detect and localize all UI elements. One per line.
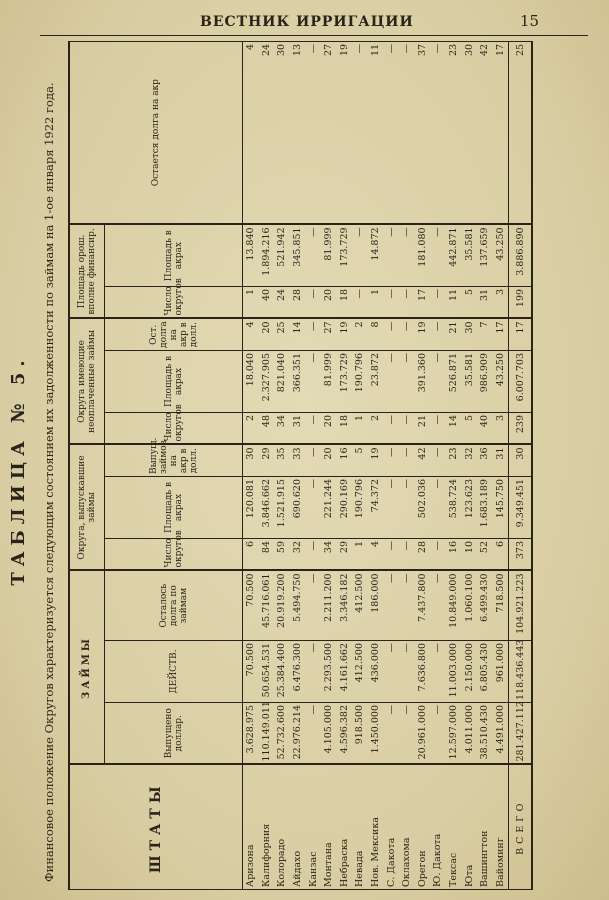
cell-b-area: 190.796 xyxy=(352,350,368,412)
total-c-per: 25 xyxy=(509,41,533,224)
cell-a-area: 3.846.662 xyxy=(259,476,275,538)
total-remaining: 104.921.223 xyxy=(509,570,533,640)
cell-issued: 4.105.000 xyxy=(321,703,337,765)
state-name: Колорадо xyxy=(274,765,290,890)
cell-a-num: 6 xyxy=(493,538,509,570)
page-number: 15 xyxy=(520,12,540,30)
cell-a-num: 16 xyxy=(446,538,462,570)
cell-b-per: 20 xyxy=(259,318,275,350)
cell-b-area: 173.729 xyxy=(337,350,353,412)
cell-b-num: 34 xyxy=(274,412,290,444)
table-description: Финансовое положение Округов характеризуется следующим состоянием их задолженности по займам на 1-ое января 1922 года. xyxy=(42,82,56,882)
cell-b-area: 81.999 xyxy=(321,350,337,412)
cell-c-area: 1.894.216 xyxy=(259,224,275,286)
cell-c-per: 19 xyxy=(337,41,353,224)
cell-b-area: 18.040 xyxy=(243,350,259,412)
cell-c-per: 4 xyxy=(243,41,259,224)
cell-a-area: 1.683.189 xyxy=(477,476,493,538)
cell-c-num: — xyxy=(305,286,321,318)
cell-c-area: — xyxy=(430,224,446,286)
cell-b-per: — xyxy=(399,318,415,350)
cell-issued: — xyxy=(383,703,399,765)
page-header xyxy=(0,0,609,38)
table-caption xyxy=(2,40,72,890)
cell-a-per: — xyxy=(383,444,399,476)
table-row xyxy=(461,41,477,889)
table-title: ТАБЛИЦА № 5. xyxy=(8,354,29,586)
cell-active: — xyxy=(305,641,321,703)
cell-c-area: 442.871 xyxy=(446,224,462,286)
cell-active: 436.000 xyxy=(368,641,384,703)
cell-b-per: 27 xyxy=(321,318,337,350)
total-a-num: 373 xyxy=(509,538,533,570)
table-row xyxy=(337,41,353,889)
state-name: Невада xyxy=(352,765,368,890)
cell-issued: 20.961.000 xyxy=(415,703,431,765)
cell-a-num: 52 xyxy=(477,538,493,570)
cell-active: 25.384.400 xyxy=(274,641,290,703)
cell-c-area: 181.080 xyxy=(415,224,431,286)
cell-issued: 4.011.000 xyxy=(461,703,477,765)
cell-a-per: 31 xyxy=(493,444,509,476)
header-c-area: Площадь в акрах xyxy=(105,224,243,286)
state-name: Аризона xyxy=(243,765,259,890)
total-active: 118.436.443 xyxy=(509,641,533,703)
cell-a-per: 16 xyxy=(337,444,353,476)
header-active: ДЕЙСТВ. xyxy=(105,641,243,703)
cell-b-num: 48 xyxy=(259,412,275,444)
cell-active: 50.654.531 xyxy=(259,641,275,703)
cell-b-per: 30 xyxy=(461,318,477,350)
total-label: ВСЕГО xyxy=(509,765,533,890)
cell-active: 2.293.500 xyxy=(321,641,337,703)
state-name: Ю. Дакота xyxy=(430,765,446,890)
cell-c-area: 345.851 xyxy=(290,224,306,286)
cell-c-per: — xyxy=(305,41,321,224)
cell-active: 7.636.800 xyxy=(415,641,431,703)
cell-a-num: 32 xyxy=(290,538,306,570)
cell-b-area: — xyxy=(399,350,415,412)
table-row xyxy=(274,41,290,889)
cell-c-num: 3 xyxy=(493,286,509,318)
header-group-issuing: Округа, выпускавшие займы xyxy=(69,444,105,570)
total-c-area: 3.886.890 xyxy=(509,224,533,286)
cell-remaining: — xyxy=(430,570,446,640)
state-name: Монтана xyxy=(321,765,337,890)
cell-a-per: 23 xyxy=(446,444,462,476)
cell-issued: — xyxy=(305,703,321,765)
header-b-area: Площадь в акрах xyxy=(105,350,243,412)
cell-remaining: 20.919.200 xyxy=(274,570,290,640)
state-name: Тексас xyxy=(446,765,462,890)
cell-a-area: 690.620 xyxy=(290,476,306,538)
cell-issued: 12.597.000 xyxy=(446,703,462,765)
state-name: С. Дакота xyxy=(383,765,399,890)
table-row xyxy=(368,41,384,889)
cell-issued: 38.510.430 xyxy=(477,703,493,765)
cell-b-area: 821.040 xyxy=(274,350,290,412)
cell-active: — xyxy=(399,641,415,703)
total-a-per: 30 xyxy=(509,444,533,476)
cell-a-area: 221.244 xyxy=(321,476,337,538)
header-states: ШТАТЫ xyxy=(69,765,243,890)
cell-b-num: 40 xyxy=(477,412,493,444)
cell-a-per: — xyxy=(399,444,415,476)
cell-b-area: 986.909 xyxy=(477,350,493,412)
cell-b-area: — xyxy=(430,350,446,412)
cell-c-area: 173.729 xyxy=(337,224,353,286)
cell-c-area: 13.840 xyxy=(243,224,259,286)
cell-b-num: 1 xyxy=(352,412,368,444)
cell-b-per: 21 xyxy=(446,318,462,350)
cell-b-area: 391.360 xyxy=(415,350,431,412)
cell-c-area: — xyxy=(352,224,368,286)
total-b-per: 17 xyxy=(509,318,533,350)
cell-a-area: 145.750 xyxy=(493,476,509,538)
cell-b-per: — xyxy=(383,318,399,350)
cell-b-per: 17 xyxy=(493,318,509,350)
cell-b-num: 2 xyxy=(243,412,259,444)
cell-c-per: — xyxy=(352,41,368,224)
cell-active: — xyxy=(383,641,399,703)
cell-c-num: — xyxy=(430,286,446,318)
cell-c-per: — xyxy=(399,41,415,224)
state-name: Айдахо xyxy=(290,765,306,890)
cell-b-num: — xyxy=(430,412,446,444)
cell-active: 4.161.662 xyxy=(337,641,353,703)
cell-active: 11.003.000 xyxy=(446,641,462,703)
cell-c-num: — xyxy=(399,286,415,318)
rotated-table-block xyxy=(2,40,597,890)
cell-b-per: 7 xyxy=(477,318,493,350)
total-b-area: 6.007.703 xyxy=(509,350,533,412)
header-a-per: Выпущ. займов на акр в долл. xyxy=(105,444,243,476)
cell-b-per: — xyxy=(430,318,446,350)
cell-c-num: — xyxy=(352,286,368,318)
cell-active: 70.500 xyxy=(243,641,259,703)
header-debt-per-acre: Остается долга на акр xyxy=(69,41,243,224)
total-row xyxy=(509,41,533,889)
cell-active: 412.500 xyxy=(352,641,368,703)
cell-b-num: 2 xyxy=(368,412,384,444)
cell-remaining: — xyxy=(305,570,321,640)
table-row xyxy=(321,41,337,889)
cell-c-area: 81.999 xyxy=(321,224,337,286)
cell-b-num: — xyxy=(383,412,399,444)
cell-a-area: — xyxy=(383,476,399,538)
cell-issued: 3.628.975 xyxy=(243,703,259,765)
total-c-num: 199 xyxy=(509,286,533,318)
cell-a-num: 84 xyxy=(259,538,275,570)
cell-a-num: — xyxy=(383,538,399,570)
cell-b-num: 3 xyxy=(493,412,509,444)
cell-a-per: 35 xyxy=(274,444,290,476)
cell-issued: 52.732.600 xyxy=(274,703,290,765)
cell-c-num: 20 xyxy=(321,286,337,318)
cell-a-num: 29 xyxy=(337,538,353,570)
state-name: Юта xyxy=(461,765,477,890)
cell-remaining: — xyxy=(399,570,415,640)
cell-remaining: 6.499.430 xyxy=(477,570,493,640)
cell-a-per: — xyxy=(430,444,446,476)
cell-issued: 4.596.382 xyxy=(337,703,353,765)
cell-c-area: 14.872 xyxy=(368,224,384,286)
cell-c-num: 1 xyxy=(243,286,259,318)
cell-a-num: 6 xyxy=(243,538,259,570)
table-row xyxy=(493,41,509,889)
cell-c-num: 28 xyxy=(290,286,306,318)
cell-a-area: 123.623 xyxy=(461,476,477,538)
cell-c-num: 11 xyxy=(446,286,462,318)
table-row xyxy=(243,41,259,889)
cell-a-num: — xyxy=(430,538,446,570)
cell-c-per: 30 xyxy=(461,41,477,224)
cell-a-num: 28 xyxy=(415,538,431,570)
total-a-area: 9.349.451 xyxy=(509,476,533,538)
cell-issued: 918.500 xyxy=(352,703,368,765)
cell-a-per: 20 xyxy=(321,444,337,476)
cell-remaining: 2.211.200 xyxy=(321,570,337,640)
cell-a-area: 538.724 xyxy=(446,476,462,538)
cell-a-per: 30 xyxy=(243,444,259,476)
cell-b-per: 25 xyxy=(274,318,290,350)
cell-b-per: — xyxy=(305,318,321,350)
cell-c-per: 17 xyxy=(493,41,509,224)
table-row xyxy=(305,41,321,889)
cell-active: 961.000 xyxy=(493,641,509,703)
cell-c-per: 27 xyxy=(321,41,337,224)
state-name: Калифорния xyxy=(259,765,275,890)
cell-a-per: 42 xyxy=(415,444,431,476)
header-group-irrigation: Площадь орош. вполне финансир. xyxy=(69,224,105,318)
table-row xyxy=(259,41,275,889)
cell-c-per: 42 xyxy=(477,41,493,224)
cell-c-num: 40 xyxy=(259,286,275,318)
cell-a-area: 1.521.915 xyxy=(274,476,290,538)
cell-a-num: — xyxy=(305,538,321,570)
cell-c-num: 1 xyxy=(368,286,384,318)
cell-remaining: 1.060.100 xyxy=(461,570,477,640)
journal-title: ВЕСТНИК ИРРИГАЦИИ xyxy=(200,14,414,30)
cell-c-num: 17 xyxy=(415,286,431,318)
table-row xyxy=(352,41,368,889)
cell-a-area: 74.372 xyxy=(368,476,384,538)
loans-table xyxy=(68,41,533,890)
header-issued: Выпущено доллар. xyxy=(105,703,243,765)
cell-c-per: 24 xyxy=(259,41,275,224)
cell-issued: 22.976.214 xyxy=(290,703,306,765)
cell-a-per: 5 xyxy=(352,444,368,476)
cell-a-area: 190.796 xyxy=(352,476,368,538)
cell-b-per: 4 xyxy=(243,318,259,350)
cell-active: 2.150.000 xyxy=(461,641,477,703)
cell-b-num: 14 xyxy=(446,412,462,444)
header-group-unpaid: Округа имеющие неоплаченные займы xyxy=(69,318,105,444)
cell-remaining: 70.500 xyxy=(243,570,259,640)
cell-b-num: 5 xyxy=(461,412,477,444)
header-c-num: Число округов xyxy=(105,286,243,318)
state-name: Канзас xyxy=(305,765,321,890)
total-issued: 281.427.112 xyxy=(509,703,533,765)
table-row xyxy=(446,41,462,889)
cell-c-area: 137.659 xyxy=(477,224,493,286)
cell-c-per: 37 xyxy=(415,41,431,224)
cell-c-per: 11 xyxy=(368,41,384,224)
header-b-per: Ост. долга на акр в долл. xyxy=(105,318,243,350)
cell-a-area: 502.036 xyxy=(415,476,431,538)
state-name: Небраска xyxy=(337,765,353,890)
cell-c-num: — xyxy=(383,286,399,318)
cell-c-num: 24 xyxy=(274,286,290,318)
cell-b-area: 2.327.905 xyxy=(259,350,275,412)
cell-c-per: 13 xyxy=(290,41,306,224)
table-row xyxy=(383,41,399,889)
cell-a-area: 120.081 xyxy=(243,476,259,538)
cell-b-per: 8 xyxy=(368,318,384,350)
cell-active: 6.476.300 xyxy=(290,641,306,703)
cell-issued: 110.149.011 xyxy=(259,703,275,765)
cell-remaining: 718.500 xyxy=(493,570,509,640)
cell-b-num: — xyxy=(399,412,415,444)
header-b-num: Число округов xyxy=(105,412,243,444)
header-row-groups xyxy=(69,41,105,889)
cell-remaining: 412.500 xyxy=(352,570,368,640)
cell-c-num: 31 xyxy=(477,286,493,318)
cell-b-num: 31 xyxy=(290,412,306,444)
cell-b-area: 35.581 xyxy=(461,350,477,412)
cell-a-per: 29 xyxy=(259,444,275,476)
cell-b-area: 366.351 xyxy=(290,350,306,412)
cell-a-area: 290.169 xyxy=(337,476,353,538)
header-a-area: Площадь в акрах xyxy=(105,476,243,538)
cell-b-num: 21 xyxy=(415,412,431,444)
state-name: Нов. Мексика xyxy=(368,765,384,890)
cell-remaining: 5.494.750 xyxy=(290,570,306,640)
cell-b-num: 18 xyxy=(337,412,353,444)
cell-remaining: — xyxy=(383,570,399,640)
cell-c-num: 5 xyxy=(461,286,477,318)
table-body xyxy=(243,41,533,889)
cell-a-per: 36 xyxy=(477,444,493,476)
table-row xyxy=(430,41,446,889)
state-name: Оклахома xyxy=(399,765,415,890)
cell-b-area: — xyxy=(383,350,399,412)
state-name: Вайоминг xyxy=(493,765,509,890)
header-a-num: Число округов xyxy=(105,538,243,570)
cell-b-area: — xyxy=(305,350,321,412)
cell-a-num: 1 xyxy=(352,538,368,570)
cell-a-num: 4 xyxy=(368,538,384,570)
cell-issued: — xyxy=(430,703,446,765)
cell-c-per: — xyxy=(430,41,446,224)
cell-a-num: 59 xyxy=(274,538,290,570)
cell-b-per: 2 xyxy=(352,318,368,350)
cell-b-per: 19 xyxy=(337,318,353,350)
cell-active: — xyxy=(430,641,446,703)
header-loans: ЗАЙМЫ xyxy=(69,570,105,764)
cell-remaining: 7.437.800 xyxy=(415,570,431,640)
cell-a-area: — xyxy=(305,476,321,538)
cell-b-area: 23.872 xyxy=(368,350,384,412)
cell-a-area: — xyxy=(399,476,415,538)
cell-a-num: — xyxy=(399,538,415,570)
total-b-num: 239 xyxy=(509,412,533,444)
table-row xyxy=(290,41,306,889)
cell-a-per: 19 xyxy=(368,444,384,476)
cell-issued: — xyxy=(399,703,415,765)
table-row xyxy=(399,41,415,889)
cell-b-per: 19 xyxy=(415,318,431,350)
cell-b-area: 526.871 xyxy=(446,350,462,412)
cell-a-num: 10 xyxy=(461,538,477,570)
cell-b-area: 43.250 xyxy=(493,350,509,412)
cell-a-per: 33 xyxy=(290,444,306,476)
cell-remaining: 3.346.182 xyxy=(337,570,353,640)
cell-c-per: — xyxy=(383,41,399,224)
cell-a-per: — xyxy=(305,444,321,476)
cell-a-per: 32 xyxy=(461,444,477,476)
cell-c-area: 35.581 xyxy=(461,224,477,286)
state-name: Орегон xyxy=(415,765,431,890)
cell-c-per: 23 xyxy=(446,41,462,224)
cell-c-area: 43.250 xyxy=(493,224,509,286)
cell-c-area: — xyxy=(383,224,399,286)
table-row xyxy=(415,41,431,889)
cell-a-area: — xyxy=(430,476,446,538)
cell-issued: 4.491.000 xyxy=(493,703,509,765)
cell-c-area: — xyxy=(305,224,321,286)
cell-b-num: 20 xyxy=(321,412,337,444)
cell-issued: 1.450.000 xyxy=(368,703,384,765)
header-rule xyxy=(40,35,588,36)
table-row xyxy=(477,41,493,889)
cell-c-area: 521.942 xyxy=(274,224,290,286)
cell-c-per: 30 xyxy=(274,41,290,224)
cell-active: 6.805.430 xyxy=(477,641,493,703)
cell-remaining: 10.849.000 xyxy=(446,570,462,640)
cell-c-area: — xyxy=(399,224,415,286)
cell-b-per: 14 xyxy=(290,318,306,350)
cell-c-num: 18 xyxy=(337,286,353,318)
header-remaining: Осталось долга по займам xyxy=(105,570,243,640)
cell-a-num: 34 xyxy=(321,538,337,570)
cell-b-num: — xyxy=(305,412,321,444)
cell-remaining: 45.716.061 xyxy=(259,570,275,640)
state-name: Вашингтон xyxy=(477,765,493,890)
cell-remaining: 186.000 xyxy=(368,570,384,640)
